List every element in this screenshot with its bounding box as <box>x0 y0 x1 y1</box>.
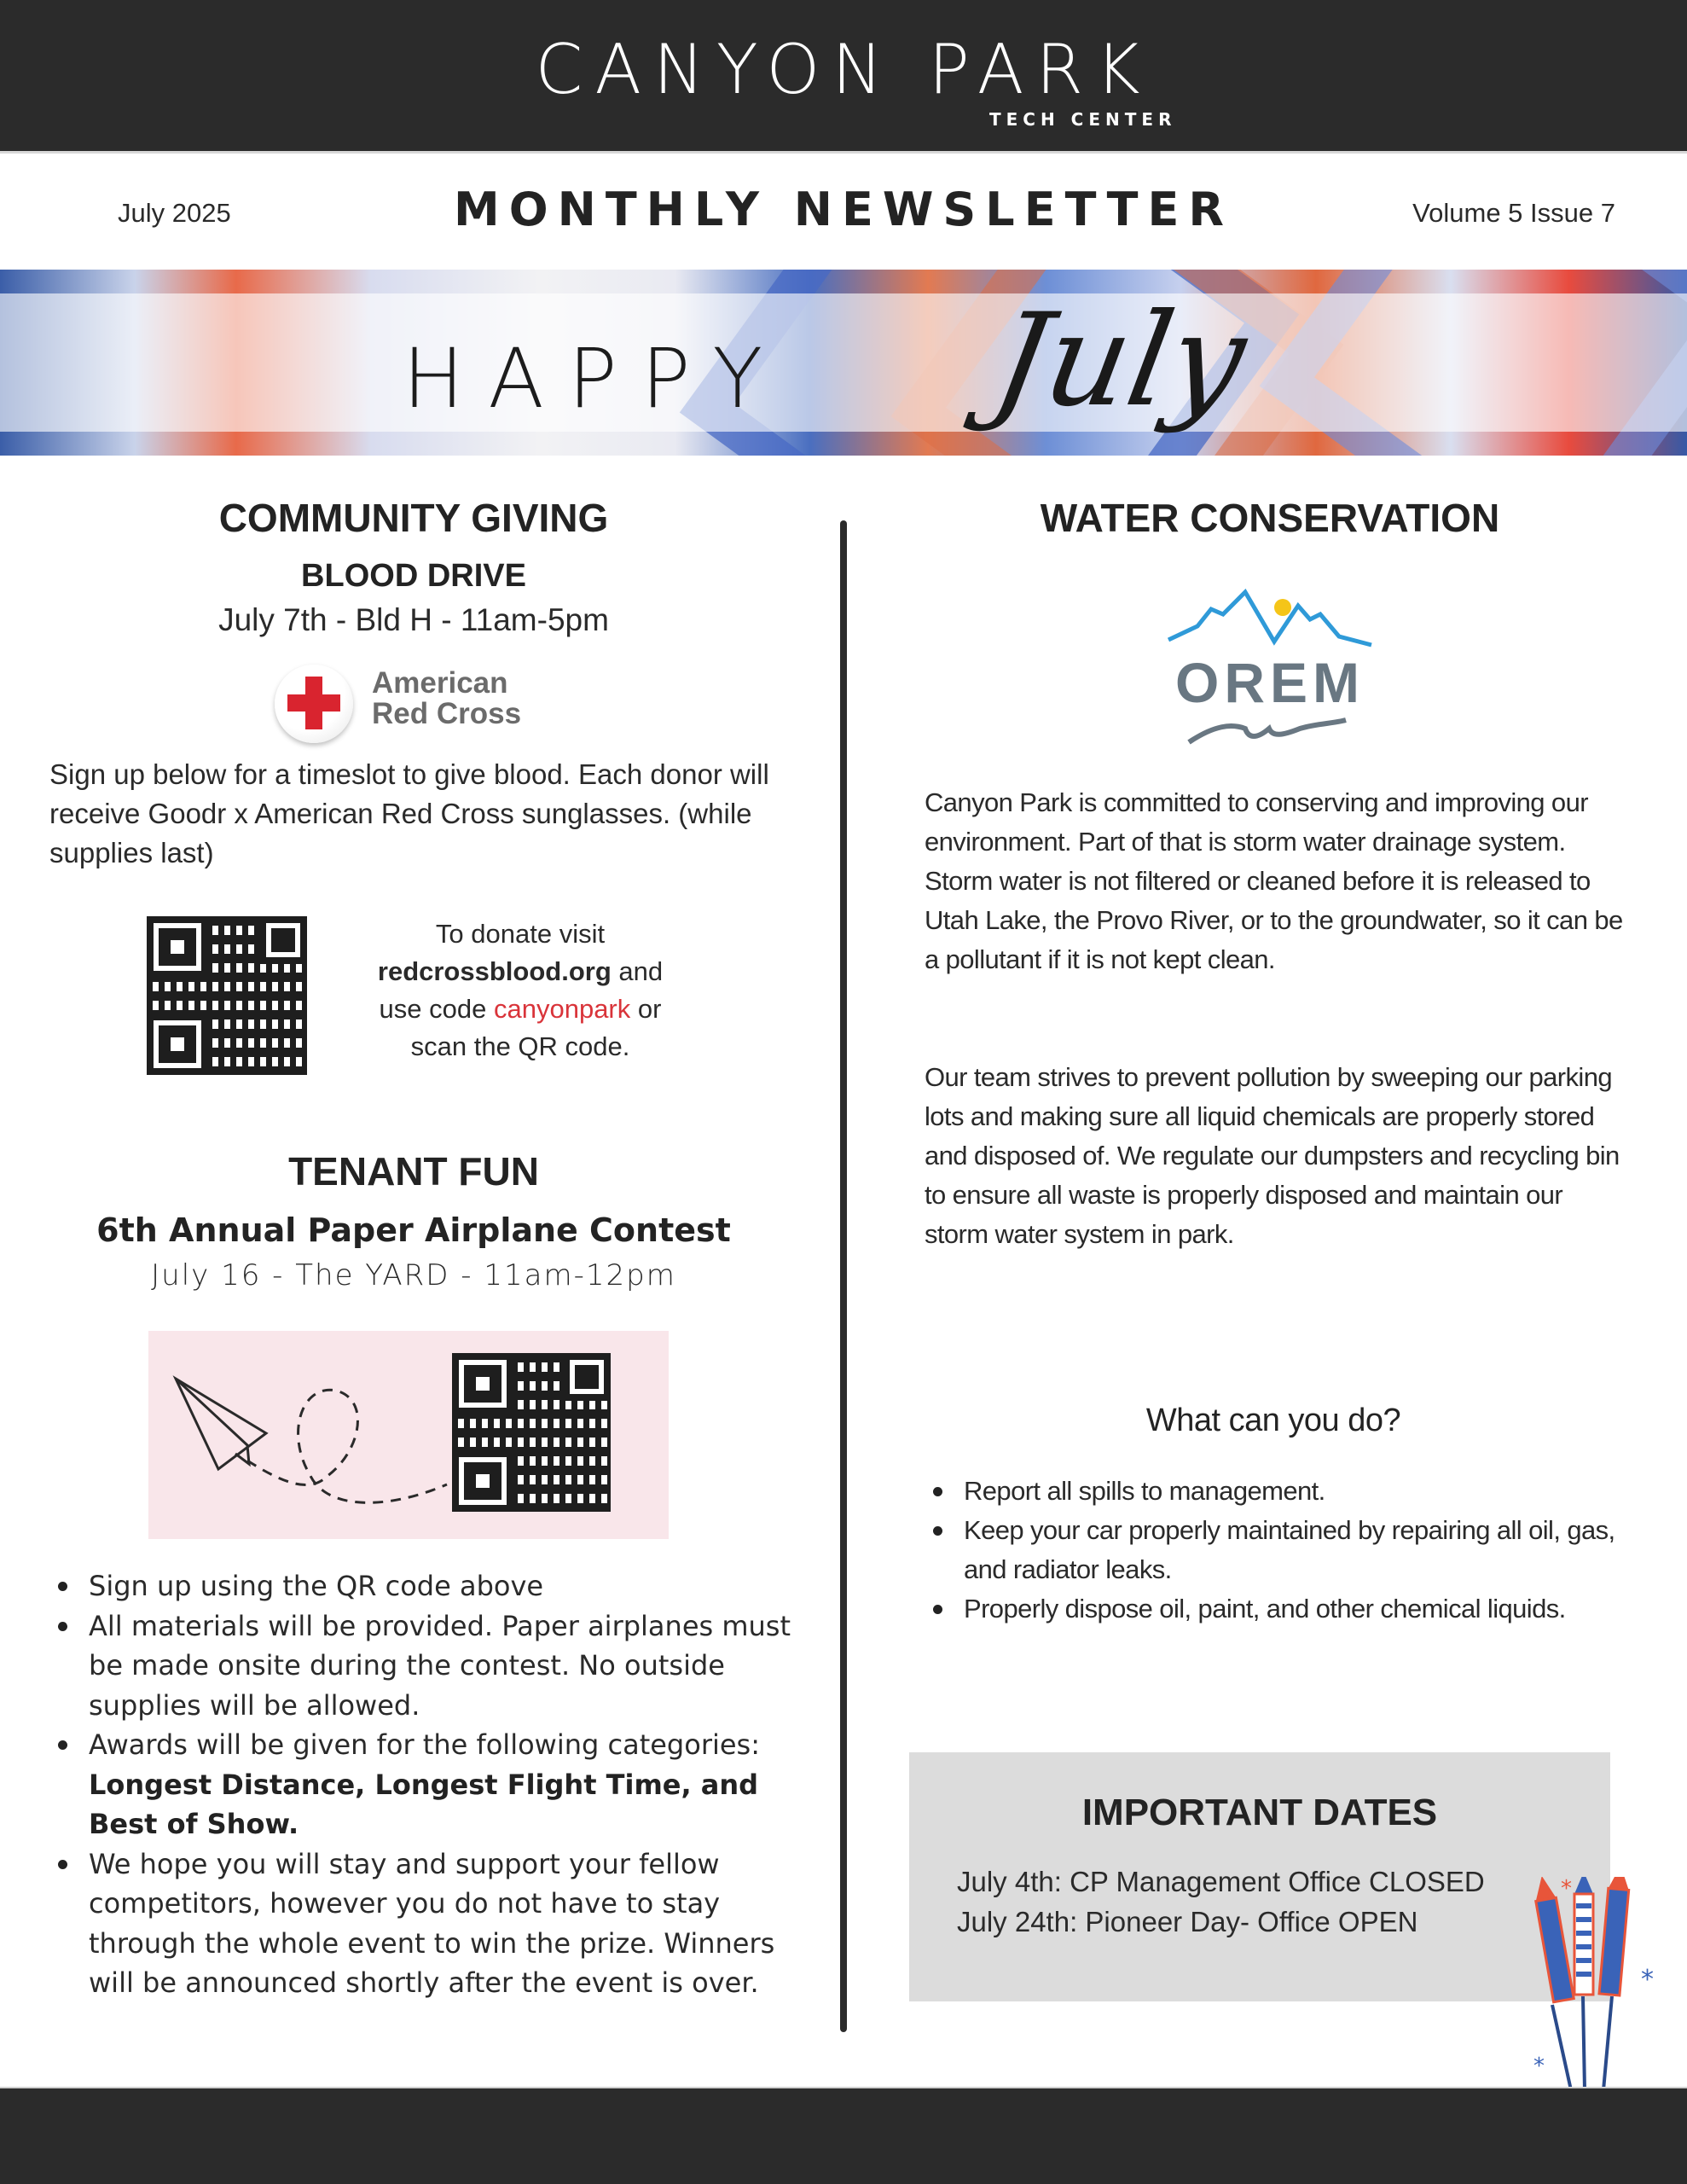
donate-instructions: To donate visit redcrossblood.org and use code canyonpark or scan the QR code. <box>377 919 664 1061</box>
important-dates-box <box>909 1752 1610 2001</box>
banner-july-text: July <box>983 287 1256 435</box>
issue-volume: Volume 5 Issue 7 <box>1412 198 1615 228</box>
masthead <box>0 154 1687 270</box>
banner-happy-text: HAPPY <box>403 331 787 427</box>
wave-icon <box>1163 717 1377 751</box>
list-item: Properly dispose oil, paint, and other chemical liquids. <box>925 1589 1624 1629</box>
issue-date: July 2025 <box>118 198 231 228</box>
community-giving-heading: COMMUNITY GIVING <box>218 496 609 540</box>
blood-drive-qr-code[interactable] <box>147 916 307 1075</box>
svg-text:*: * <box>1641 1965 1654 1995</box>
blood-drive-when: July 7th - Bld H - 11am-5pm <box>218 602 609 637</box>
donate-code: canyonpark <box>493 994 631 1024</box>
contest-qr-code[interactable] <box>452 1353 611 1512</box>
contest-heading: 6th Annual Paper Airplane Contest <box>96 1211 731 1249</box>
brand-logo: CANYON PARK <box>535 30 1152 109</box>
what-can-you-do-list <box>925 1472 1624 1629</box>
list-item: Awards will be given for the following categories: Longest Distance, Longest Flight Time, and Best of Show. <box>49 1725 800 1844</box>
brand-subtitle: TECH CENTER <box>989 109 1177 130</box>
paper-airplane-icon <box>165 1365 455 1519</box>
column-divider <box>840 520 847 2032</box>
happy-july-banner <box>0 270 1687 456</box>
contest-when: July 16 - The YARD - 11am-12pm <box>151 1258 676 1292</box>
water-paragraph-1: Canyon Park is committed to conserving and improving our environment. Part of that is storm water drainage system. Storm water is not filtered or cleaned before it is released to Utah Lake, the Provo River, or to the groundwater, so it can be a pollutant if it is not kept clean. <box>925 787 1623 974</box>
list-item: Sign up using the QR code above <box>49 1566 800 1606</box>
mountain-icon <box>1163 589 1377 657</box>
footer-band <box>0 2087 1687 2184</box>
red-cross-wordmark: American Red Cross <box>372 666 522 730</box>
tenant-fun-heading: TENANT FUN <box>288 1149 539 1194</box>
list-item: Report all spills to management. <box>925 1472 1624 1511</box>
important-dates-list <box>957 1862 1485 1942</box>
svg-text:*: * <box>1533 2053 1545 2079</box>
newsletter-title: MONTHLY NEWSLETTER <box>454 183 1233 236</box>
red-cross-icon <box>275 665 353 743</box>
date-item: July 24th: Pioneer Day- Office OPEN <box>957 1906 1418 1937</box>
red-cross-logo <box>275 661 530 746</box>
what-can-you-do-heading: What can you do? <box>1145 1403 1401 1438</box>
date-item: July 4th: CP Management Office CLOSED <box>957 1866 1485 1897</box>
blood-drive-heading: BLOOD DRIVE <box>301 558 526 594</box>
paper-airplane-card <box>148 1331 669 1539</box>
list-item: All materials will be provided. Paper airplanes must be made onsite during the contest. No outside supplies will be allowed. <box>49 1606 800 1726</box>
orem-logo <box>1163 589 1377 742</box>
header-band <box>0 0 1687 154</box>
list-item: Keep your car properly maintained by repairing all oil, gas, and radiator leaks. <box>925 1511 1624 1589</box>
important-dates-heading: IMPORTANT DATES <box>1081 1792 1438 1833</box>
list-item: We hope you will stay and support your fellow competitors, however you do not have to stay through the whole event to win the prize. Winners will be announced shortly after the event is over. <box>49 1844 800 2003</box>
svg-text:*: * <box>1561 1877 1572 1902</box>
water-paragraph-2: Our team strives to prevent pollution by sweeping our parking lots and making sure all liquid chemicals are properly stored and disposed of. We regulate our dumpsters and recycling bin to ensure all waste is properly disposed and maintain our storm water system in park. <box>925 1062 1620 1249</box>
fireworks-icon <box>1510 1877 1680 2090</box>
banner-overlay <box>0 293 1687 432</box>
orem-wordmark: OREM <box>1175 651 1365 714</box>
donate-site-link[interactable]: redcrossblood.org <box>377 956 612 986</box>
contest-details-list <box>49 1566 800 2003</box>
water-conservation-heading: WATER CONSERVATION <box>1040 496 1500 540</box>
blood-drive-description: Sign up below for a timeslot to give blood. Each donor will receive Goodr x American Red Cross sunglasses. (while supplies last) <box>49 758 769 868</box>
